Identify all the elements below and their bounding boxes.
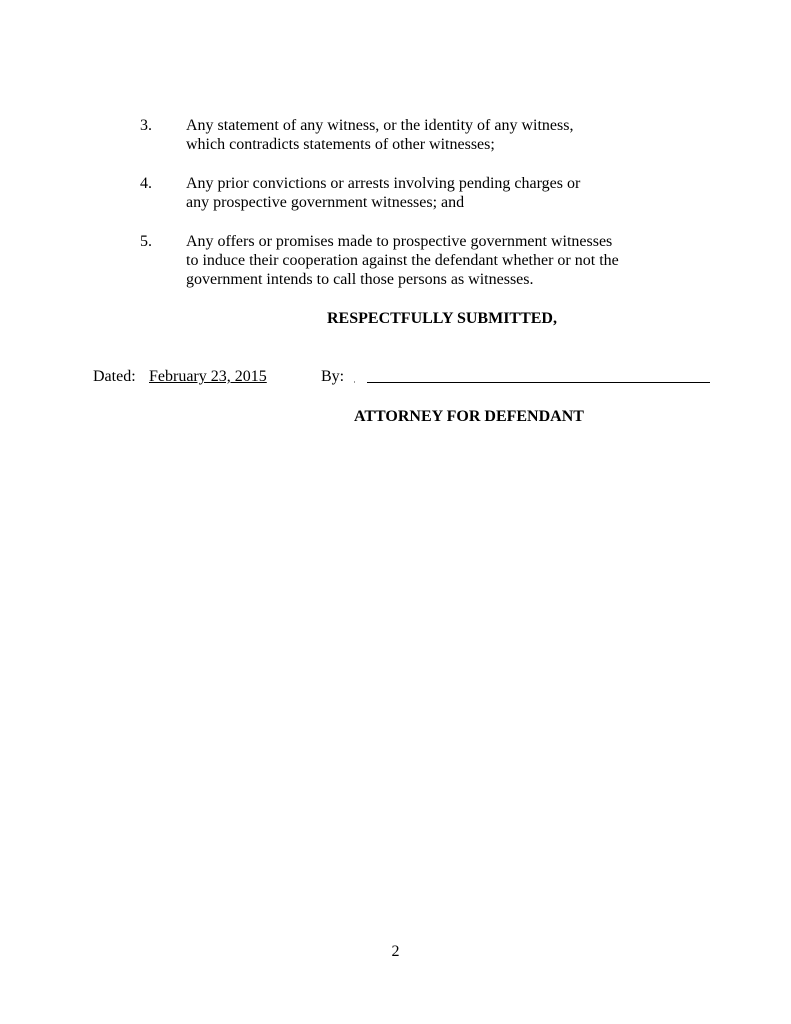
list-item-line: which contradicts statements of other witnesses; [186,136,495,153]
dated-label: Dated: [93,368,136,385]
dated-value: February 23, 2015 [149,368,267,385]
list-item-line: Any prior convictions or arrests involving pending charges or [186,175,581,192]
by-label: By: [321,368,345,385]
list-item-line: government intends to call those persons as witnesses. [186,271,534,288]
list-item-text [186,174,706,212]
list-item-line: to induce their cooperation against the defendant whether or not the [186,252,619,269]
list-item-line: Any offers or promises made to prospective government witnesses [186,233,613,250]
closing-statement: RESPECTFULLY SUBMITTED, [327,310,557,327]
list-item-number: 5. [140,233,152,250]
page-number: 2 [391,943,400,960]
signer-title: ATTORNEY FOR DEFENDANT [354,408,584,425]
list-item-line: Any statement of any witness, or the identity of any witness, [186,117,574,134]
list-item-number: 3. [140,117,152,134]
signature-line [367,382,710,383]
signature-start-mark [354,381,355,383]
list-item-text [186,232,706,289]
list-item-text [186,116,706,154]
list-item-number: 4. [140,175,152,192]
list-item-line: any prospective government witnesses; and [186,194,465,211]
